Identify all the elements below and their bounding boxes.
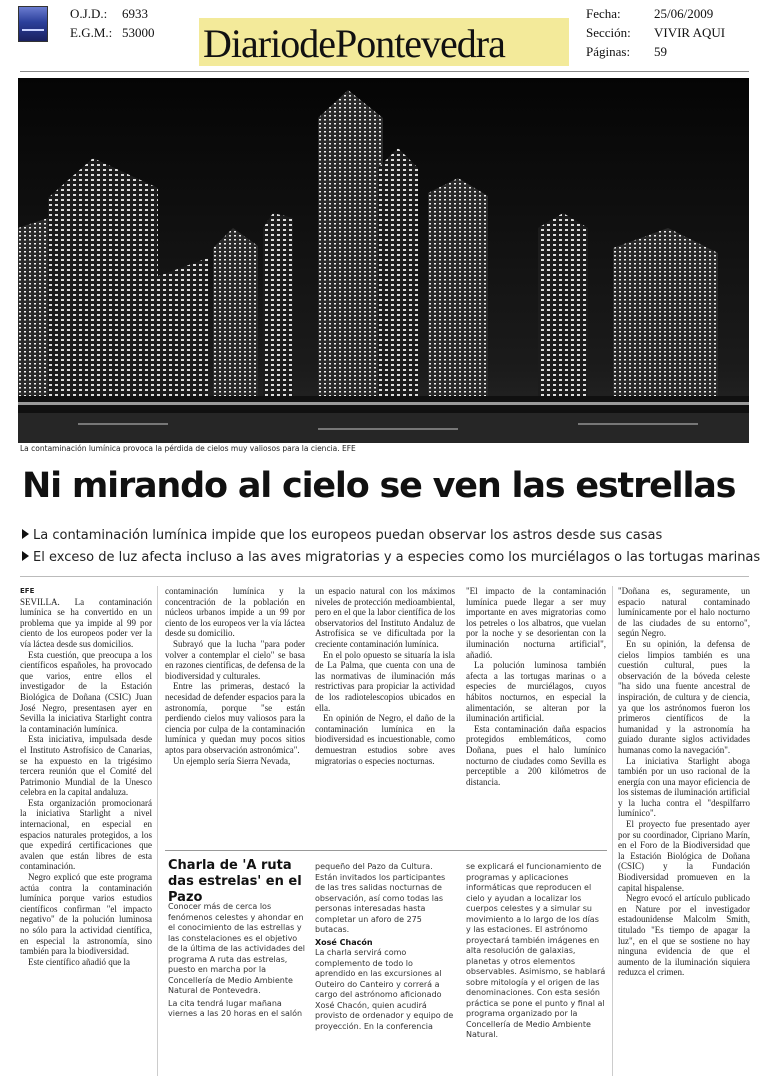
article-headline: Ni mirando al cielo se ven las estrellas <box>22 466 736 506</box>
triangle-bullet-icon <box>22 551 29 561</box>
sidebar-story-subheading: Xosé Chacón <box>315 937 373 947</box>
paragraph: un espacio natural con los máximos niveles de protección medioambiental, pero en el que la labor científica de los observatorios del Instituto Andaluz de Astrofísica se ve dificultada por la creciente contaminación lumínica. <box>315 586 455 649</box>
paragraph: La charla servirá como complemento de todo lo aprendido en las excursiones al Outeiro do Canteiro y correrá a cargo del astrónomo aficionado Xosé Chacón, quien acudirá provisto de ordenador y equipo de proyección. En la conferencia <box>315 948 454 1031</box>
paginas-value: 59 <box>654 44 667 59</box>
fecha-label: Fecha: <box>586 6 621 21</box>
paragraph: Negro explicó que este programa actúa contra la contaminación lumínica porque varios estudios científicos confirman "el impacto negativo" de la polución luminosa no sólo para la actividad científica, en especial la astronomía, sino también para la biodiversidad. <box>20 872 152 957</box>
sidebar-story-column-2 <box>315 862 455 1077</box>
header-divider <box>20 71 749 72</box>
article-column-5 <box>618 586 750 1076</box>
subheadline-text: El exceso de luz afecta incluso a las aves migratorias y a especies como los murciélagos o las tortugas marinas <box>33 550 761 565</box>
ojd-value: 6933 <box>122 6 148 21</box>
seccion-value: VIVIR AQUI <box>654 25 726 40</box>
subheadline-bullet <box>22 528 662 543</box>
paginas-label: Páginas: <box>586 44 631 59</box>
audience-stats <box>70 4 155 42</box>
subheadline-bullet <box>22 550 760 565</box>
publication-masthead <box>199 18 569 66</box>
egm-label: E.G.M.: <box>70 25 113 40</box>
paragraph: contaminación lumínica y la concentración de la población en núcleos urbanos impide a un 99 por ciento de los europeos ver la vía láctea desde su domicilio. <box>165 586 305 639</box>
clipping-service-logo <box>18 6 48 42</box>
headline-divider <box>20 576 749 577</box>
publication-name: DiariodePontevedra <box>203 21 505 66</box>
subheadline-text: La contaminación lumínica impide que los europeos puedan observar los astros desde sus casas <box>33 528 663 543</box>
paragraph: Este científico añadió que la <box>28 956 130 967</box>
paragraph: La iniciativa Starlight aboga también por un uso racional de la energía con una mayor eficiencia de los sistemas de iluminación artificial y la lucha contra el "despilfarro lumínico". <box>618 755 750 819</box>
article-column-2 <box>165 586 305 846</box>
paragraph: Esta iniciativa, impulsada desde el Instituto Astrofísico de Canarias, se ha expuesto en la trigésimo tercera reunión que el Comité del Patrimonio Mundial de la Unesco celebra en la capital andaluza. <box>20 734 152 798</box>
paragraph: Subrayó que la lucha "para poder volver a contemplar el cielo" se basa en razones científicas, de defensa de la biodiversidad y culturales. <box>165 638 305 681</box>
ojd-label: O.J.D.: <box>70 6 108 21</box>
column-divider <box>612 586 613 1076</box>
column-divider <box>157 586 158 1076</box>
clipping-info <box>586 4 725 61</box>
egm-value: 53000 <box>122 25 155 40</box>
city-night-photo <box>18 78 749 443</box>
paragraph: "El impacto de la contaminación lumínica puede llegar a ser muy importante en aves migratorias como los petreles o los albatros, que vuelan por la noche y se desorientan con la iluminación nocturna artificial", añadió. <box>466 586 606 660</box>
sidebar-story-column-3 <box>466 862 606 1077</box>
paragraph: En su opinión, la defensa de cielos limpios también es una cuestión cultural, pues la observación de la bóveda celeste "ha sido una fuente ancestral de inspiración, de cultura y de ciencia, ya que los astrónomos fueron los primeros científicos de la humanidad y la astronomía ha guiado durante siglos actividades humanas como la navegación". <box>618 638 750 755</box>
paragraph: Entre las primeras, destacó la necesidad de defender espacios para la astronomía, porque "se están perdiendo cielos muy valiosos para la ciencia por culpa de la contaminación lumínica y quedan muy pocos sitios aptos para observación astronómica". <box>165 681 305 755</box>
paragraph: SEVILLA. La contaminación lumínica se ha convertido en un problema que ya impide al 99 por ciento de los europeos poder ver la vía láctea desde sus domicilios. <box>20 596 152 649</box>
paragraph: Esta contaminación daña espacios protegidos emblemáticos, como Doñana, pues el halo lumínico nocturno de ciudades como Sevilla es perceptible a 200 kilómetros de distancia. <box>466 723 606 787</box>
paragraph: Un ejemplo sería Sierra Nevada, <box>173 755 291 766</box>
sidebar-story-column-1 <box>168 902 308 1077</box>
paragraph: La polución luminosa también afecta a las tortugas marinas o a especies de murciélagos, cuyos hábitos nocturnos, en especial la alimentación, se alteran por la iluminación artificial. <box>466 660 606 724</box>
article-column-3 <box>315 586 455 846</box>
article-column-1 <box>20 586 152 1076</box>
paragraph: Conocer más de cerca los fenómenos celestes y ahondar en el conocimiento de las estrellas y las constelaciones es el objetivo de la última de las actividades del programa A ruta das estrelas, puesto en marcha por la Concellería de Medio Ambiente Natural de Pontevedra. <box>168 902 306 995</box>
paragraph: Esta cuestión, que preocupa a los científicos españoles, ha provocado que varios, entre ellos el investigador de la Estación Biológica de Doñana (CSIC) Juan José Negro, presentasen ayer en Sevilla la iniciativa Starlight contra la contaminación lumínica. <box>20 649 152 734</box>
article-column-4 <box>466 586 606 846</box>
triangle-bullet-icon <box>22 529 29 539</box>
sidebar-story-title: Charla de 'A ruta das estrelas' en el Pazo <box>168 858 302 905</box>
paragraph: Esta organización promocionará la iniciativa Starlight a nivel internacional, en especial en espacios naturales protegidos, a los que expedirá certificaciones que avalen que están libres de esta contaminación. <box>20 797 152 872</box>
paragraph: se explicará el funcionamiento de programas y aplicaciones informáticas que reproducen el cielo y ayudan a localizar los cuerpos celestes y a simular su movimiento a lo largo de los días y las estaciones. El astrónomo proyectará también imágenes en alta resolución de galaxias, planetas y otros elementos observables. Asimismo, se hablará sobre mitología y el origen de las denominaciones. Con esta sesión práctica se pone el punto y final al programa organizado por la Concellería de Medio Ambiente Natural. <box>466 862 606 1039</box>
paragraph: Negro evocó el artículo publicado en Nature por el investigador estadounidense Malcolm Smith, titulado "Es tiempo de apagar la luz", en el que se sostiene no hay ninguna evidencia de que el aumento de la iluminación siquiera reduzca el crimen. <box>618 893 750 978</box>
fecha-value: 25/06/2009 <box>654 6 714 21</box>
article-source: EFE <box>20 587 35 595</box>
paragraph: En el polo opuesto se situaría la isla de La Palma, que cuenta con una de las normativas de iluminación más restrictivas para propiciar la actividad de los radiotelescopios ubicados en ella. <box>315 649 455 713</box>
paragraph: En opinión de Negro, el daño de la contaminación lumínica en la biodiversidad es incuestionable, como demuestran estudios sobre aves migratorias o especies nocturnas. <box>315 713 455 766</box>
sidebar-story-divider <box>165 850 607 851</box>
paragraph: El proyecto fue presentado ayer por su coordinador, Cipriano Marín, en el Foro de la Biodiversidad que la Estación Biológica de Doñana (CSIC) y la Fundación Biodiversidad promueven en la capital hispalense. <box>618 819 750 893</box>
seccion-label: Sección: <box>586 25 631 40</box>
paragraph: "Doñana es, seguramente, un espacio natural contaminado lumínicamente por el halo nocturno de las ciudades de su entorno", según Negro. <box>618 586 750 639</box>
paragraph: La cita tendrá lugar mañana viernes a las 20 horas en el salón <box>168 998 303 1018</box>
paragraph: pequeño del Pazo da Cultura. Están invitados los participantes de las tres salidas nocturnas de observación, así como todas las personas interesadas hasta completar un aforo de 275 butacas. <box>315 862 446 934</box>
photo-caption: La contaminación lumínica provoca la pérdida de cielos muy valiosos para la ciencia. EFE <box>20 444 356 453</box>
